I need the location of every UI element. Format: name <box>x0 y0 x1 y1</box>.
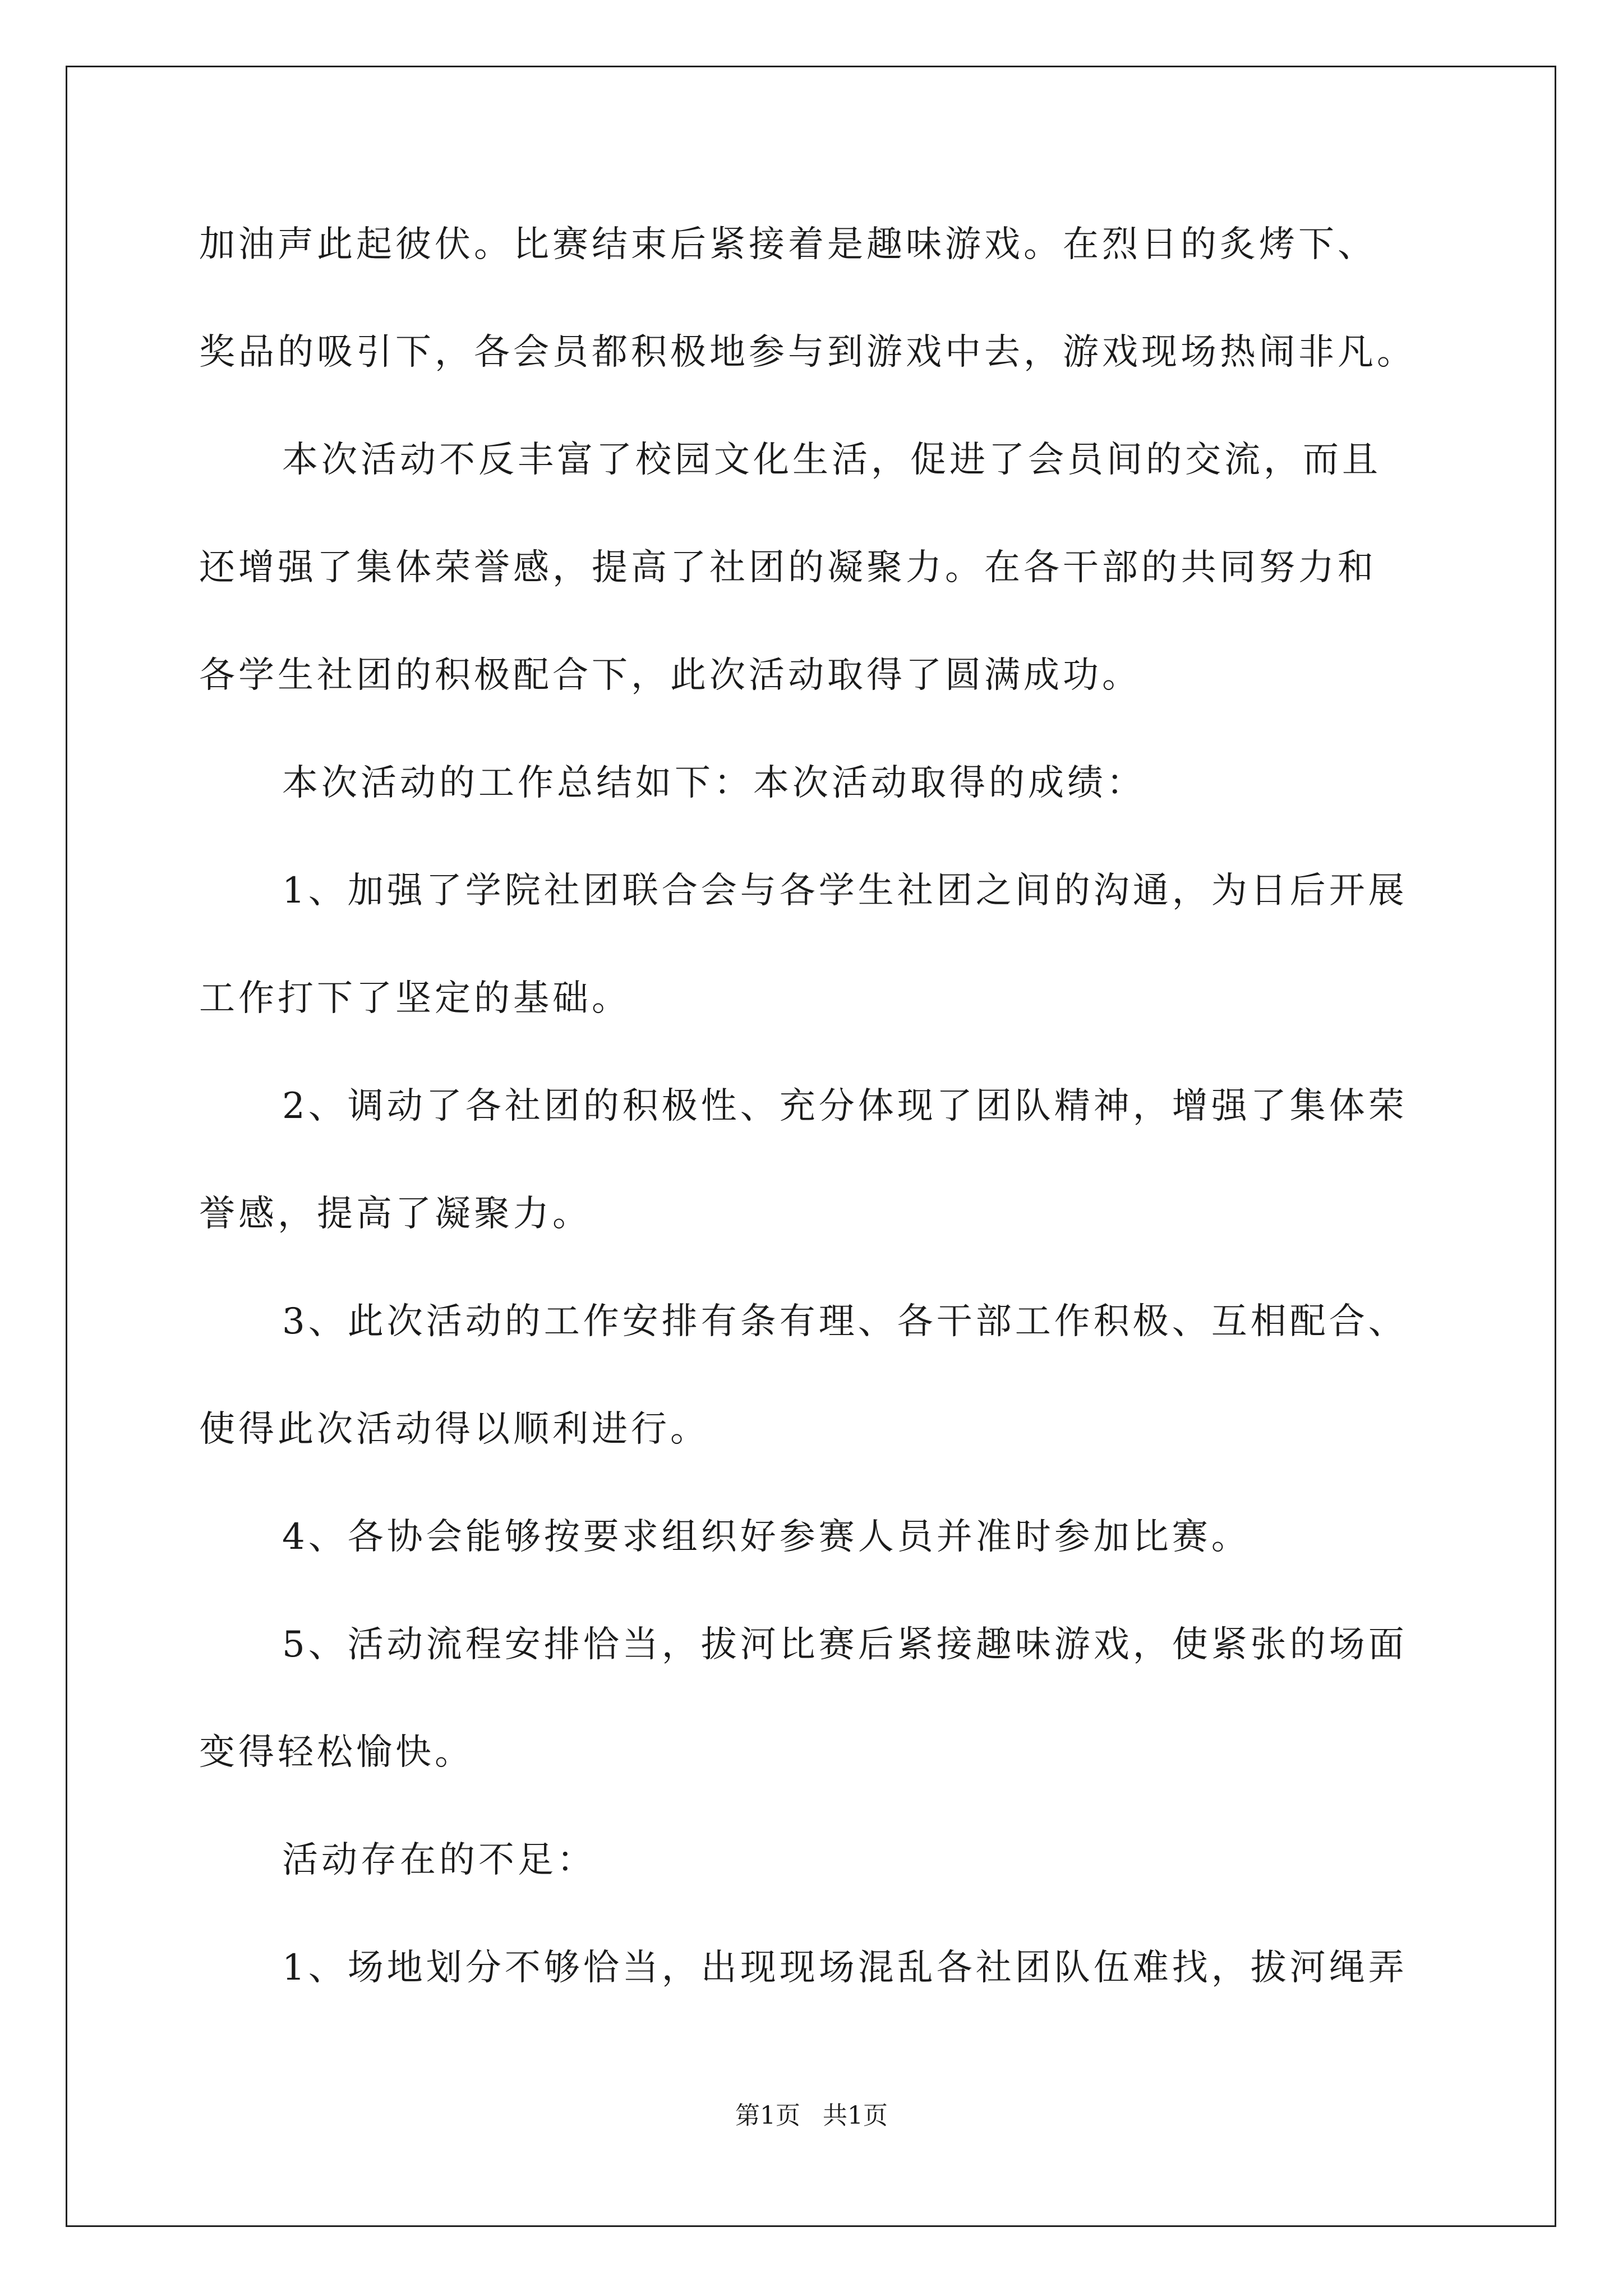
text-line-13: 4、各协会能够按要求组织好参赛人员并准时参加比赛。 <box>282 1516 1251 1558</box>
page-footer <box>0 2095 1623 2131</box>
page-number-current: 第1页 <box>735 2101 800 2130</box>
text-line-2: 奖品的吸引下，各会员都积极地参与到游戏中去，游戏现场热闹非凡。 <box>199 332 1416 373</box>
document-body <box>199 191 1433 2022</box>
text-line-17: 1、场地划分不够恰当，出现现场混乱各社团队伍难找，拔河绳弄 <box>282 1947 1408 1989</box>
page-number-total: 共1页 <box>823 2101 888 2130</box>
text-line-1: 加油声此起彼伏。比赛结束后紧接着是趣味游戏。在烈日的炙烤下、 <box>199 224 1377 265</box>
text-line-11: 3、此次活动的工作安排有条有理、各干部工作积极、互相配合、 <box>282 1301 1408 1342</box>
text-line-16: 活动存在的不足： <box>282 1839 596 1881</box>
text-line-3: 本次活动不反丰富了校园文化生活，促进了会员间的交流，而且 <box>282 439 1381 481</box>
text-line-8: 工作打下了坚定的基础。 <box>199 978 631 1019</box>
text-line-12: 使得此次活动得以顺利进行。 <box>199 1409 709 1450</box>
text-line-5: 各学生社团的积极配合下，此次活动取得了圆满成功。 <box>199 655 1141 696</box>
text-line-4: 还增强了集体荣誉感，提高了社团的凝聚力。在各干部的共同努力和 <box>199 547 1377 588</box>
text-line-15: 变得轻松愉快。 <box>199 1732 474 1773</box>
text-line-6: 本次活动的工作总结如下：本次活动取得的成绩： <box>282 762 1146 804</box>
text-line-10: 誉感，提高了凝聚力。 <box>199 1193 592 1235</box>
text-line-9: 2、调动了各社团的积极性、充分体现了团队精神，增强了集体荣 <box>282 1085 1408 1127</box>
text-line-7: 1、加强了学院社团联合会与各学生社团之间的沟通，为日后开展 <box>282 870 1408 912</box>
text-line-14: 5、活动流程安排恰当，拔河比赛后紧接趣味游戏，使紧张的场面 <box>282 1624 1408 1665</box>
